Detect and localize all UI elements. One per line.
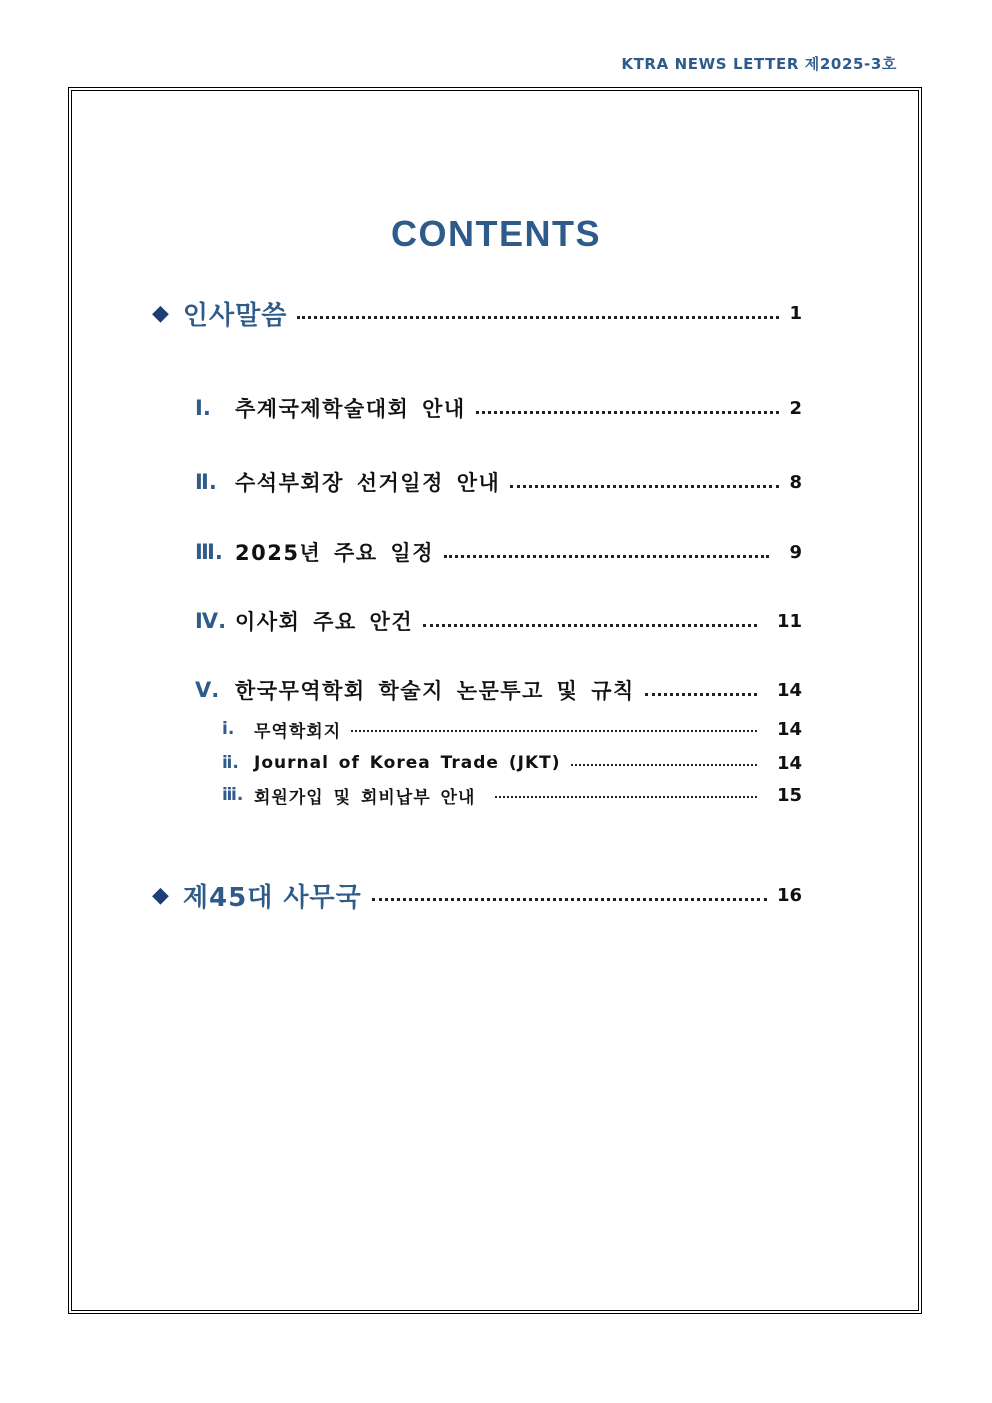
roman-numeral: Ⅲ. (195, 540, 223, 564)
toc-subsection-label: 무역학회지 (254, 721, 342, 742)
toc-main-item-greeting[interactable] (152, 293, 802, 333)
dotted-leader (495, 796, 757, 798)
dotted-leader (444, 555, 769, 558)
toc-page-number: 8 (789, 471, 802, 493)
diamond-bullet-icon: ◆ (152, 300, 169, 326)
dotted-leader (351, 730, 757, 732)
diamond-bullet-icon: ◆ (152, 882, 169, 908)
roman-numeral: Ⅳ. (195, 609, 227, 633)
dotted-leader (372, 898, 767, 901)
toc-section-label: 이사회 주요 안건 (235, 610, 414, 634)
toc-section-label: 한국무역학회 학술지 논문투고 및 규칙 (235, 679, 635, 703)
small-roman-numeral: ⅱ. (222, 753, 239, 773)
toc-section-label: 추계국제학술대회 안내 (235, 397, 466, 421)
toc-subsection-item[interactable] (222, 782, 802, 808)
toc-subsection-item[interactable] (222, 750, 802, 776)
toc-main-label: 제45대 사무국 (182, 882, 362, 913)
toc-subsection-label: 회원가입 및 회비납부 안내 (254, 787, 476, 808)
toc-page-number: 11 (776, 610, 802, 632)
toc-page-number: 16 (776, 884, 802, 906)
dotted-leader (476, 411, 780, 414)
toc-section-label: 수석부회장 선거일정 안내 (235, 471, 501, 495)
toc-main-item-secretariat[interactable] (152, 875, 802, 915)
newsletter-issue-ref: KTRA NEWS LETTER 제2025-3호 (621, 55, 897, 73)
toc-subsection-label: Journal of Korea Trade (JKT) (254, 753, 561, 773)
dotted-leader (423, 624, 757, 627)
toc-section-item[interactable] (195, 674, 802, 706)
toc-page-number: 1 (789, 302, 802, 324)
toc-page-number: 14 (776, 752, 802, 774)
toc-page-number: 14 (776, 718, 802, 740)
toc-section-label: 2025년 주요 일정 (235, 541, 434, 565)
contents-title: CONTENTS (391, 213, 601, 254)
toc-page-number: 15 (776, 784, 802, 806)
toc-section-item[interactable] (195, 605, 802, 637)
toc-page-number: 2 (789, 397, 802, 419)
dotted-leader (510, 485, 779, 488)
toc-section-item[interactable] (195, 536, 802, 568)
toc-main-label: 인사말씀 (182, 300, 288, 331)
roman-numeral: Ⅱ. (195, 470, 217, 494)
dotted-leader (645, 693, 757, 696)
toc-section-item[interactable] (195, 392, 802, 424)
toc-subsection-item[interactable] (222, 716, 802, 742)
roman-numeral: Ⅰ. (195, 396, 211, 420)
roman-numeral: Ⅴ. (195, 678, 220, 702)
small-roman-numeral: ⅰ. (222, 719, 235, 739)
dotted-leader (571, 764, 757, 766)
toc-section-item[interactable] (195, 466, 802, 498)
toc-page-number: 14 (776, 679, 802, 701)
dotted-leader (297, 316, 779, 319)
toc-page-number: 9 (789, 541, 802, 563)
small-roman-numeral: ⅲ. (222, 785, 244, 805)
